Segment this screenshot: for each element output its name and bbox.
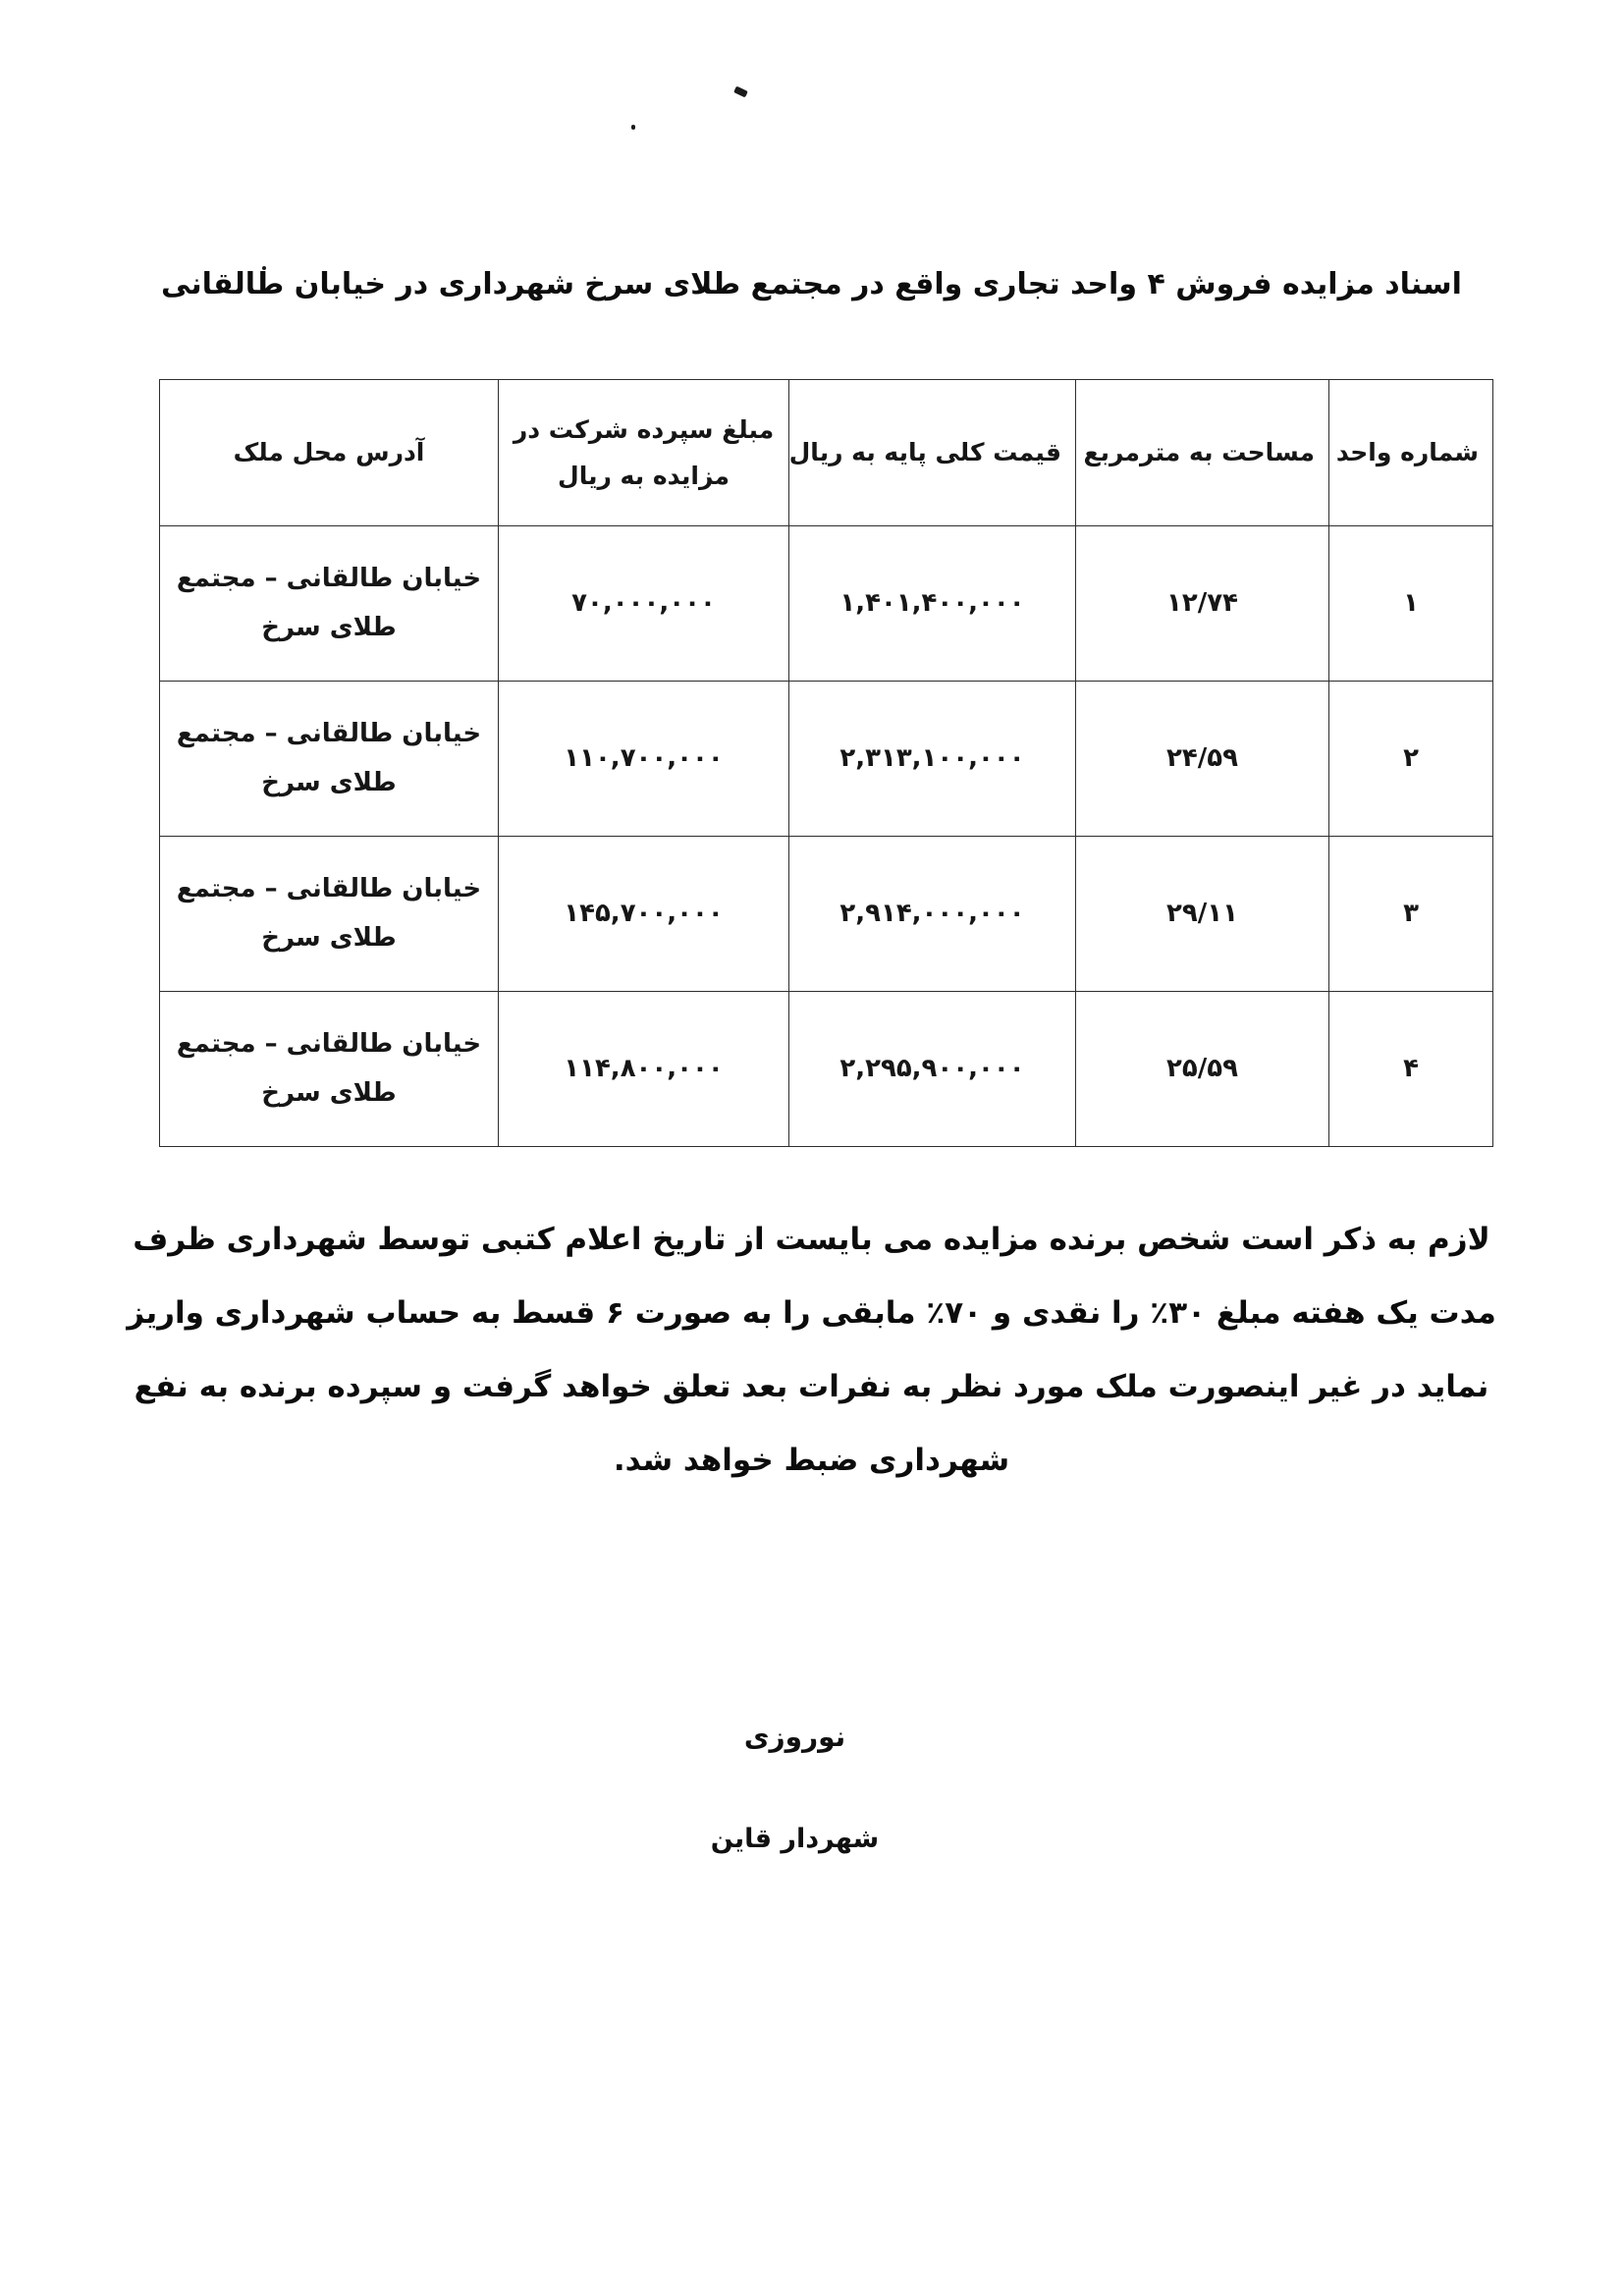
cell-address: خیابان طالقانی – مجتمع طلای سرخ [160, 992, 499, 1147]
cell-deposit: ۱۱۰,۷۰۰,۰۰۰ [499, 682, 789, 837]
table-row [160, 526, 1493, 682]
document-title: اسناد مزایده فروش ۴ واحد تجاری واقع در مجتمع طلای سرخ شهرداری در خیابان طالقانی [161, 267, 1462, 301]
signatory-name: نوروزی [743, 1721, 846, 1753]
cell-base-price: ۲,۹۱۴,۰۰۰,۰۰۰ [789, 837, 1076, 992]
cell-unit-number: ۱ [1329, 526, 1493, 682]
notice-line: مدت یک هفته مبلغ ۳۰٪ را نقدی و ۷۰٪ مابقی را به صورت ۶ قسط به حساب شهرداری واریز [127, 1295, 1496, 1331]
cell-address: خیابان طالقانی – مجتمع طلای سرخ [160, 682, 499, 837]
cell-unit-number: ۲ [1329, 682, 1493, 837]
notice-line: شهرداری ضبط خواهد شد. [613, 1443, 1010, 1478]
col-header-property-address: آدرس محل ملک [160, 380, 499, 526]
col-header-area-sqm: مساحت به مترمربع [1076, 380, 1329, 526]
signature-block [0, 1721, 1606, 1854]
cell-unit-number: ۴ [1329, 992, 1493, 1147]
cell-area: ۲۹/۱۱ [1076, 837, 1329, 992]
cell-area: ۲۴/۵۹ [1076, 682, 1329, 837]
notice-line: لازم به ذکر است شخص برنده مزایده می بایست از تاریخ اعلام کتبی توسط شهرداری ظرف [133, 1222, 1490, 1257]
cell-unit-number: ۳ [1329, 837, 1493, 992]
col-header-unit-number: شماره واحد [1329, 380, 1493, 526]
notice-line: نماید در غیر اینصورت ملک مورد نظر به نفرات بعد تعلق خواهد گرفت و سپرده برنده به نفع [134, 1369, 1489, 1404]
cell-base-price: ۲,۲۹۵,۹۰۰,۰۰۰ [789, 992, 1076, 1147]
auction-units-table [159, 379, 1493, 1147]
col-header-base-price-rial: قیمت کلی پایه به ریال [789, 380, 1076, 526]
cell-deposit: ۷۰,۰۰۰,۰۰۰ [499, 526, 789, 682]
cell-area: ۲۵/۵۹ [1076, 992, 1329, 1147]
table-row [160, 992, 1493, 1147]
cell-base-price: ۲,۳۱۳,۱۰۰,۰۰۰ [789, 682, 1076, 837]
cell-address: خیابان طالقانی – مجتمع طلای سرخ [160, 526, 499, 682]
cell-deposit: ۱۴۵,۷۰۰,۰۰۰ [499, 837, 789, 992]
cell-area: ۱۲/۷۴ [1076, 526, 1329, 682]
table-row [160, 837, 1493, 992]
payment-terms-notice [108, 1203, 1515, 1498]
cell-address: خیابان طالقانی – مجتمع طلای سرخ [160, 837, 499, 992]
signatory-title: شهردار قاین [710, 1824, 880, 1854]
cell-deposit: ۱۱۴,۸۰۰,۰۰۰ [499, 992, 789, 1147]
table-header-row [160, 380, 1493, 526]
table-row [160, 682, 1493, 837]
scan-artifact-speck [631, 125, 635, 130]
cell-base-price: ۱,۴۰۱,۴۰۰,۰۰۰ [789, 526, 1076, 682]
scan-artifact-speck [733, 86, 748, 98]
col-header-deposit-rial: مبلغ سپرده شرکت در مزایده به ریال [499, 380, 789, 526]
